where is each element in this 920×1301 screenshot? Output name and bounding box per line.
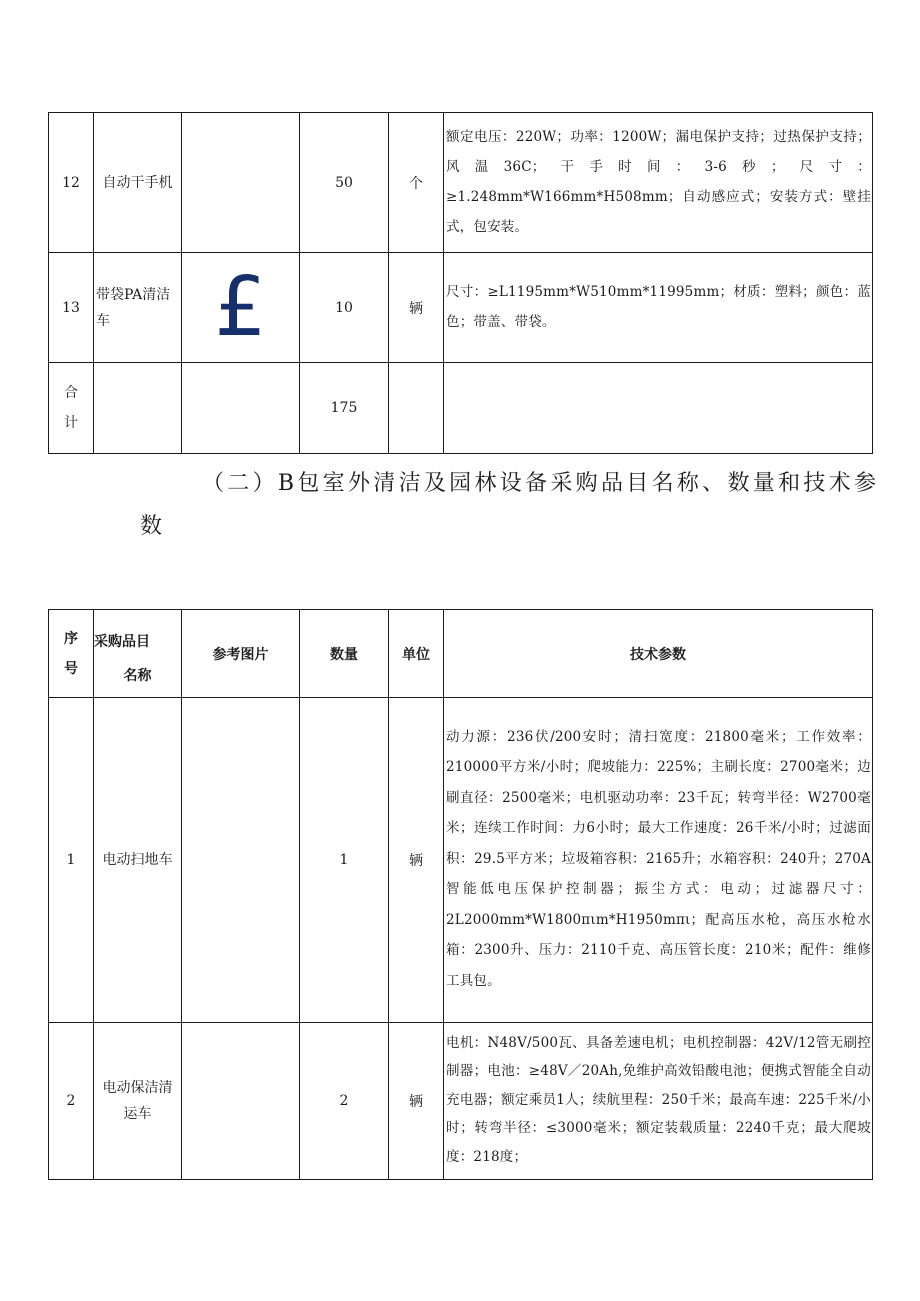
section-heading-line-1: （二）B包室外清洁及园林设备采购品目名称、数量和技术参: [202, 471, 880, 496]
reference-image-cell: [182, 1023, 300, 1180]
section-heading-line-2: 数: [140, 514, 166, 539]
table-row: [49, 698, 873, 1023]
row-number: 1: [49, 698, 94, 1023]
row-number: 12: [49, 113, 94, 253]
unit: 个: [389, 113, 444, 253]
total-quantity: 175: [300, 363, 389, 454]
reference-image-cell: [182, 698, 300, 1023]
empty-cell: [389, 363, 444, 454]
reference-image-cell: [182, 253, 300, 363]
equipment-table-b: [48, 609, 873, 1180]
item-name: 带袋PA清洁车: [94, 253, 182, 363]
header-item-name: 采购品目 名称: [94, 610, 182, 698]
header-technical-spec: 技术参数: [444, 610, 873, 698]
equipment-table-a: [48, 112, 873, 454]
table-row: [49, 1023, 873, 1180]
quantity: 10: [300, 253, 389, 363]
quantity: 2: [300, 1023, 389, 1180]
item-name: 自动干手机: [94, 113, 182, 253]
total-label: 合 计: [49, 363, 94, 454]
technical-spec: 尺寸：≥L1195mm*W510mm*11995mm；材质：塑料；颜色：蓝色；带盖、带袋。: [444, 253, 873, 363]
empty-cell: [444, 363, 873, 454]
header-unit: 单位: [389, 610, 444, 698]
header-reference-image: 参考图片: [182, 610, 300, 698]
quantity: 1: [300, 698, 389, 1023]
section-heading: [140, 462, 880, 548]
empty-cell: [94, 363, 182, 454]
pound-sign-icon: £: [214, 259, 267, 355]
item-name: 电动保洁清运车: [94, 1023, 182, 1180]
header-quantity: 数量: [300, 610, 389, 698]
row-number: 2: [49, 1023, 94, 1180]
unit: 辆: [389, 698, 444, 1023]
technical-spec: 额定电压：220W；功率：1200W；漏电保护支持；过热保护支持；风温36C；干手时间：3-6秒；尺寸：≥1.248mm*W166mm*H508mm；自动感应式；安装方式：壁挂式，包安装。: [444, 113, 873, 253]
table-row: [49, 113, 873, 253]
reference-image-cell: [182, 113, 300, 253]
header-serial-number: 序 号: [49, 610, 94, 698]
technical-spec: 电机：N48V/500瓦、具备差速电机；电机控制器：42V/12管无刷控制器；电池：≥48V／20Ah,免维护高效铅酸电池；便携式智能全自动充电器；额定乘员1人；续航里程：250千米；最高车速：225千米/小时；转弯半径：≤3000毫米；额定装载质量：2240千克；最大爬坡度：218度；: [444, 1023, 873, 1180]
table-row: [49, 253, 873, 363]
empty-cell: [182, 363, 300, 454]
quantity: 50: [300, 113, 389, 253]
unit: 辆: [389, 253, 444, 363]
item-name: 电动扫地车: [94, 698, 182, 1023]
table-header-row: [49, 610, 873, 698]
row-number: 13: [49, 253, 94, 363]
unit: 辆: [389, 1023, 444, 1180]
technical-spec: 动力源：236伏/200安时；清扫宽度：21800毫米；工作效率：210000平方米/小时；爬坡能力：225%；主刷长度：2700毫米；边刷直径：2500毫米；电机驱动功率：23千瓦；转弯半径：W2700毫米；连续工作时间：力6小时；最大工作速度：26千米/小时；过滤面积：29.5平方米；垃圾箱容积：2165升；水箱容积：240升；270A智能低电压保护控制器；振尘方式：电动；过滤器尺寸：2L2000mm*W1800πιm*H1950mπι；配高压水枪，高压水枪水箱：2300升、压力：2110千克、高压管长度：210米；配件：维修工具包。: [444, 698, 873, 1023]
total-row: [49, 363, 873, 454]
